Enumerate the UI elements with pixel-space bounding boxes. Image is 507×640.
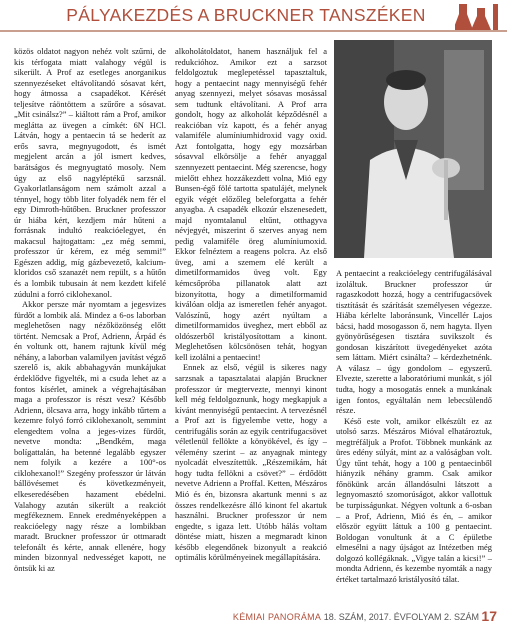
paragraph: Késő este volt, amikor elkészült ez az utolsó sarzs. Mészáros Mióval elhatároztuk, megtréfáljuk a Profot. Többnek munkánk az üres edény súlyát, mint az a valóságban volt. Úgy tűnt tehát, hogy a 100 g pentaecinből hiányzik néhány gramm. Csak amikor főnökünk arcán állandósulni látszott a legnyomasztó szomorúságot, akkor vallottuk be turpisságunkat. Négyen voltunk a 6-osban – a Prof, Adrienn, Mió és én, – amikor először együtt láttuk a 100 g pentaecint. Boldogan vonultunk át a C épületbe elmesélni a nagy újságot az Intézetben még dolgozó kollégáknak. „Vigye talán a kicsi!” – mondta Adrienn, és kezembe nyomták a nagy értéket tartalmazó kristályosító tálat.	[336, 415, 492, 584]
paragraph: közös oldatot nagyon nehéz volt szűrni, de kis térfogata miatt valahogy végül is sikerült. A Prof az esetleges anorganikus szennyezéseket eltávolítandó sósavat kért, hogy átmossa a csapadékot. Kérését teljesítve ráöntöttem a szűrőre a sósavat. „Mit csinálsz?” – kiáltott rám a Prof, amikor meglátta az üvegen a címkét: 6N HCl. Látván, hogy a pentaecin tá se hederít az erős savra, megnyugodott, és ismét megjelent arcán a jól ismert kedves, barátságos és megnyugtató mosoly. Nem úgy az első nagyléptékű sarzsnál. Gyakorlatlanságom nem számolt azzal a ténnyel, hogy több liter folyadék nem fér el egy Dimroth-hűtőben. Bruckner professzor úr hiába kért, kezdjem már hűteni a forrásnak indultó reakcióelegyet, én makacsul hajtogattam: „ez még semmi, professzor úr kérem, ez még semmi!” Egészen addig, míg gázbevezető, kalcium-kloridos cső szanazét nem repült, s a hűtőn és a lombik tubusain át nem kezdett kifelé zúdulni a forró ciklohexanol.	[14, 46, 166, 299]
paragraph: A pentaecint a reakcióelegy centrifugálásával izoláltuk. Bruckner professzor úr ragaszkodott hozzá, hogy a centrifugacsövek tisztítását és szárítását személyesen végezze. Hiába kérlelte laboránsunk, Vincellér Lajos bácsi, hadd mosogasson ő, nem hagyta. Ilyen gyönyörűségesen tisztára suvikszolt és gondosan kiszárított üvegedényeket azóta sem láttam. Miért csinálta? – kérdezhetnénk. A válasz – úgy gondolom – egyszerű. Elvezte, szerette a laboratóriumi munkát, s jól tudta, hogy a mosogatás ennek a munkának igen fontos, egyáltalán nem lebecsülendő része.	[336, 268, 492, 416]
footer-info	[233, 612, 479, 622]
portrait-photo	[334, 40, 492, 258]
header-divider	[0, 30, 507, 32]
paragraph: Ennek az első, végül is sikeres nagy sarzsnak a tapasztalatai alapján Bruckner professzor úr megtervezte, mennyi kinont kell még feldolgoznunk, hogy megkapjuk a kívánt mennyiségű pentaecint. A tervezésnél a Prof azt is figyelembe vette, hogy a centrifugális során az egyik centrifugacsövet véletlenül fellökte a könyökével, és így – vélemény szerint – az anyagnak mintegy nyolcadát elveszítettük. „Részemikám, hát hogy tudta fellökni a csövet?” – érdődött nevetve Adrienn a Proffal. Ketten, Mészáros Mió és én, bizonsra akartunk menni s az összes rendelkezésre álló kinont fel akartuk használni. Bruckner professzor úr nem engedte, s igaza lett. Utóbb hálás voltam döntése miatt, hiszen a megmaradt kinon később elegendőnek bizonyult a reakció optimális körülményeinek megállapítására.	[175, 362, 327, 563]
page-title: PÁLYAKEZDÉS A BRUCKNER TANSZÉKEN	[66, 5, 426, 25]
text-column-2	[175, 46, 327, 594]
paragraph: Akkor persze már nyomtam a jegesvizes fürdőt a lombik alá. Mindez a 6-os laborban meglehetősen nagy nézőközönség előtt történt. Nemcsak a Prof, Adrienn, Árpád és én voltunk ott, hanem rajtunk kívül még néhány, a laborban valamilyen javítást végző szerelő is, akik abbahagyván munkájukat érdeklődve figyelték, mi a csuda lehet az a fontos kísérlet, aminek a végrehajtásában maga a professzor is részt vesz? Később Adrienn, ölcsava arra, hogy inkább tűrtem a kezemre folyó forró ciklohexanolt, semmint elengedtem volna a jeges-vizes fürdőt, nevetve mondta: „Bendkém, maga bolígattalán, ha betenné legalább egyszer nem folyik a kezére a 100°-os ciklohexanol!” Szegény professzor úr látván bállövésemet és következményeit, elkeseredésében hazament ebédelni. Valahogy azután sikerült a reakciót megfékeznem. Ennek eredményeképpen a reakcióelegy nagy része a lombikban maradt. Bruckner professzor úr ottmaradt telefonált és kérte, annak ellenére, hogy minden bizonnyal nedvességet kapott, ne öntsük ki az	[14, 299, 166, 573]
flask-icon	[455, 2, 499, 32]
issue-info: 18. SZÁM, 2017. ÉVFOLYAM 2. SZÁM	[323, 612, 479, 622]
text-column-1	[14, 46, 166, 594]
paragraph: alkoholátoldatot, hanem használjuk fel a redukcióhoz. Amikor ezt a sarzsot feldolgoztuk meglepetéssel tapasztaltuk, hogy a pentaecint nagy mennyiségű fehér anyag szennyezi, melyet sósavas mosással sem tudtunk eltávolítani. A Prof arra gondolt, hogy az alkoholát képződésnél a reakcióban víz kapott, és a fehér anyag valamiféle alumíniumhidroxid vagy oxid. Azt fontolgatta, hogy egy mozsárban sósavval elkörsölje a fehér anyaggal szennyezett pentaecint. Még szerencse, hogy mielőtt ehhez hozzákezdett volna, Mió egy Bunsen-égő fölé tartotta spatulájét, melynek egyik végét előzőleg beleforgatta a fehér anyagba. A csapadék elkozúr elszenesedett, majd nyomtalanul eltűnt, otthagyva névjegyét, miszerint ő szerves anyag nem pedig valamiféle öreg alumíniumoxid. Ekkor felnéztem a reagens polcra. Az első üveg, ami a szemem elé került a dimetilformamidos üveg volt. Egy kémcsőpróba pillanatok alatt azt bizonyította, hogy a dimetilformamid kiválóan oldja az ismeretlen fehér anyagot. Valószínű, hogy azért nyúltam a dimetilformamidos üveghez, mert ebből az oldószerből kristályosítottam a kinont. Meglehetősen kölcsönösen tehát, hogyan kell izolálni a pentaecint!	[175, 46, 327, 362]
page-footer	[0, 608, 507, 632]
text-column-3	[336, 268, 492, 594]
page-number: 17	[481, 608, 497, 624]
page-header	[0, 0, 507, 34]
magazine-name: KÉMIAI PANORÁMA	[232, 612, 322, 622]
